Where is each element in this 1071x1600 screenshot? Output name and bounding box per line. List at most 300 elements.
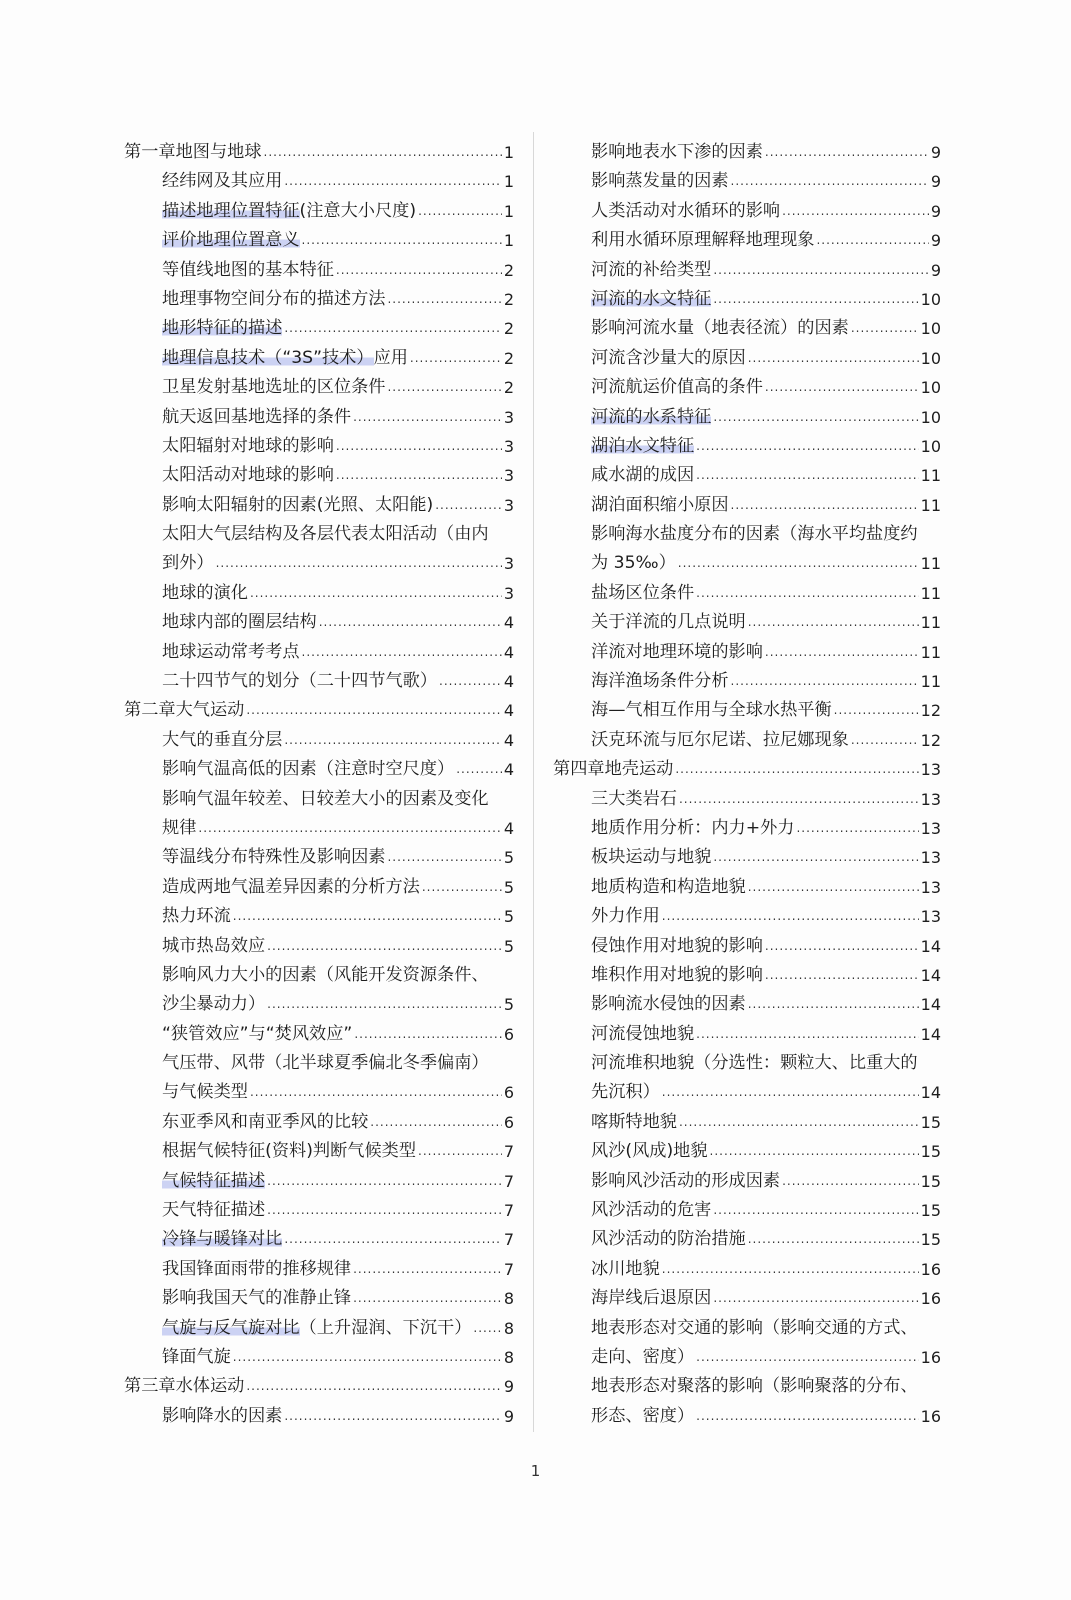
toc-page-number: 4: [503, 760, 514, 780]
highlighted-text: 描述地理位置特征: [162, 200, 300, 221]
dot-leader: [675, 755, 918, 784]
toc-page-number: 16: [920, 1259, 941, 1279]
toc-entry-title: 风沙活动的防治措施: [591, 1229, 746, 1250]
dot-leader: [387, 285, 501, 314]
toc-page-number: 9: [930, 142, 941, 162]
dot-leader: [233, 902, 502, 931]
toc-entry: [553, 1108, 941, 1137]
toc-entry: [553, 1020, 941, 1049]
toc-page-number: 4: [503, 672, 514, 692]
toc-entry: [553, 167, 941, 196]
toc-entry-title: 东亚季风和南亚季风的比较: [162, 1111, 369, 1132]
toc-entry-title: 海洋渔场条件分析: [591, 671, 729, 692]
toc-entry: [124, 1284, 514, 1313]
toc-entry-title: 我国锋面雨带的推移规律: [162, 1258, 352, 1279]
toc-entry: [553, 1284, 941, 1313]
toc-page-number: 2: [503, 319, 514, 339]
toc-entry: [553, 461, 941, 490]
dot-leader: [473, 1314, 501, 1343]
highlighted-text: 气候特征描述: [162, 1170, 266, 1191]
highlighted-text: 湖泊水文特征: [591, 435, 695, 456]
toc-entry: [124, 1402, 514, 1431]
dot-leader: [439, 667, 502, 696]
dot-leader: [696, 1402, 919, 1431]
dot-leader: [246, 1372, 501, 1401]
toc-entry: [124, 990, 514, 1019]
toc-entry: [553, 932, 941, 961]
toc-entry-title: 第一章地图与地球: [124, 141, 262, 162]
highlighted-text: 气旋与反气旋对比: [162, 1317, 300, 1338]
toc-page-number: 15: [920, 1142, 941, 1162]
toc-entry-title: 影响地表水下渗的因素: [591, 141, 763, 162]
toc-entry-title: 河流堆积地貌（分选性：颗粒大、比重大的: [591, 1053, 918, 1074]
toc-entry-title: 堆积作用对地貌的影响: [591, 964, 763, 985]
dot-leader: [713, 256, 928, 285]
dot-leader: [765, 932, 919, 961]
toc-page-number: 3: [503, 466, 514, 486]
toc-entry: [553, 726, 941, 755]
toc-page-number: 3: [503, 583, 514, 603]
toc-page-number: 15: [920, 1201, 941, 1221]
dot-leader: [387, 843, 501, 872]
dot-leader: [679, 1108, 919, 1137]
dot-leader: [748, 344, 919, 373]
toc-entry-title: 先沉积）: [591, 1082, 660, 1103]
toc-entry-title: 河流侵蚀地貌: [591, 1023, 695, 1044]
dot-leader: [435, 491, 502, 520]
toc-entry-line: [553, 520, 941, 549]
toc-page-number: 12: [920, 730, 941, 750]
dot-leader: [422, 873, 502, 902]
toc-entry: [124, 197, 514, 226]
toc-page-number: 7: [503, 1201, 514, 1221]
toc-entry-title: [162, 1167, 265, 1196]
toc-entry-title: 喀斯特地貌: [591, 1111, 677, 1132]
toc-entry: [124, 491, 514, 520]
toc-page-number: 16: [920, 1289, 941, 1309]
toc-entry: [553, 1137, 941, 1166]
toc-entry-title: 风沙活动的危害: [591, 1200, 712, 1221]
dot-leader: [748, 990, 919, 1019]
dot-leader: [233, 1343, 502, 1372]
toc-entry-title: 侵蚀作用对地貌的影响: [591, 935, 763, 956]
dot-leader: [678, 549, 919, 578]
toc-page-number: 8: [503, 1318, 514, 1338]
toc-page-number: 2: [503, 260, 514, 280]
toc-entry: [553, 1255, 941, 1284]
toc-entry-line: [124, 961, 514, 990]
toc-entry-title: 地质作用分析：内力+外力: [591, 817, 795, 838]
toc-entry-title: “狭管效应”与“焚风效应”: [162, 1023, 353, 1044]
dot-leader: [353, 403, 502, 432]
dot-leader: [696, 432, 919, 461]
dot-leader: [696, 1343, 919, 1372]
toc-page-number: 4: [503, 613, 514, 633]
dot-leader: [264, 138, 502, 167]
toc-chapter-heading: [553, 755, 941, 784]
toc-entry: [553, 1167, 941, 1196]
dot-leader: [319, 608, 502, 637]
toc-page-number: 6: [503, 1112, 514, 1132]
toc-entry-title: 影响河流水量（地表径流）的因素: [591, 318, 849, 339]
toc-entry: [124, 432, 514, 461]
toc-entry-title: 等值线地图的基本特征: [162, 259, 334, 280]
toc-page-number: 14: [920, 965, 941, 985]
toc-entry-title: 影响流水侵蚀的因素: [591, 994, 746, 1015]
dot-leader: [284, 1402, 501, 1431]
toc-entry: [124, 1314, 514, 1343]
dot-leader: [662, 902, 919, 931]
dot-leader: [851, 314, 919, 343]
dot-leader: [456, 755, 502, 784]
toc-entry: [553, 226, 941, 255]
toc-entry: [124, 314, 514, 343]
toc-page-number: 8: [503, 1348, 514, 1367]
toc-entry: [124, 226, 514, 255]
toc-entry: [124, 461, 514, 490]
toc-entry-suffix: (注意大小尺度): [299, 200, 417, 221]
dot-leader: [796, 814, 918, 843]
toc-entry-title: 湖泊面积缩小原因: [591, 494, 729, 515]
toc-entry-title: 造成两地气温差异因素的分析方法: [162, 876, 420, 897]
toc-page-number: 1: [503, 142, 514, 162]
toc-page-number: 12: [920, 701, 941, 721]
toc-entry-title: 太阳辐射对地球的影响: [162, 435, 334, 456]
dot-leader: [765, 138, 929, 167]
toc-entry-title: [162, 197, 416, 226]
toc-entry: [553, 1402, 941, 1431]
dot-leader: [302, 638, 502, 667]
toc-entry: [553, 608, 941, 637]
toc-entry-title: 影响风力大小的因素（风能开发资源条件、: [162, 964, 489, 985]
toc-entry-title: [591, 432, 694, 461]
dot-leader: [731, 167, 929, 196]
toc-entry-title: 影响气温年较差、日较差大小的因素及变化: [162, 788, 489, 809]
toc-entry-title: 咸水湖的成因: [591, 465, 695, 486]
dot-leader: [713, 843, 918, 872]
toc-entry: [124, 1020, 514, 1049]
dot-leader: [250, 579, 502, 608]
toc-entry-title: 为 35‰）: [591, 553, 676, 574]
toc-entry: [124, 285, 514, 314]
toc-page-number: 11: [920, 583, 941, 603]
toc-page-number: 9: [503, 1406, 514, 1426]
toc-entry: [124, 814, 514, 843]
toc-entry: [553, 1079, 941, 1108]
toc-page-number: 10: [920, 348, 941, 368]
toc-entry-title: 影响海水盐度分布的因素（海水平均盐度约: [591, 524, 918, 545]
toc-entry-title: 盐场区位条件: [591, 582, 695, 603]
toc-entry: [124, 755, 514, 784]
dot-leader: [284, 1225, 501, 1254]
toc-entry: [553, 138, 941, 167]
toc-right-column: [553, 138, 941, 1431]
dot-leader: [267, 1196, 502, 1225]
toc-page-number: 9: [930, 260, 941, 280]
toc-entry: [553, 491, 941, 520]
toc-page-number: 14: [920, 1024, 941, 1044]
toc-page-number: 9: [930, 172, 941, 192]
dot-leader: [216, 549, 502, 578]
toc-entry: [124, 667, 514, 696]
toc-page-number: 5: [503, 907, 514, 927]
dot-leader: [748, 873, 919, 902]
dot-leader: [250, 1078, 502, 1107]
toc-entry-title: 等温线分布特殊性及影响因素: [162, 847, 386, 868]
toc-page-number: 10: [920, 436, 941, 456]
toc-entry: [124, 638, 514, 667]
dot-leader: [731, 667, 919, 696]
dot-leader: [354, 1020, 502, 1049]
dot-leader: [765, 373, 919, 402]
toc-page-number: 14: [920, 995, 941, 1015]
dot-leader: [198, 814, 501, 843]
dot-leader: [662, 1078, 919, 1107]
dot-leader: [267, 990, 502, 1019]
highlighted-text: 河流的水文特征: [591, 288, 712, 309]
toc-entry: [553, 696, 941, 725]
toc-entry: [124, 1137, 514, 1166]
toc-entry: [553, 256, 941, 285]
toc-chapter-heading: [124, 138, 514, 167]
toc-entry-title: 地球运动常考考点: [162, 641, 300, 662]
dot-leader: [336, 432, 502, 461]
toc-entry: [553, 1225, 941, 1254]
toc-page-number: 13: [920, 760, 941, 780]
dot-leader: [336, 461, 502, 490]
dot-leader: [662, 1255, 919, 1284]
toc-entry-title: [162, 314, 282, 343]
dot-leader: [302, 226, 502, 255]
toc-entry-title: 经纬网及其应用: [162, 171, 283, 192]
toc-entry-title: 地质构造和构造地貌: [591, 876, 746, 897]
toc-page-number: 7: [503, 1142, 514, 1162]
toc-page-number: 3: [503, 554, 514, 574]
toc-entry: [124, 1255, 514, 1284]
toc-page-number: 10: [920, 407, 941, 427]
toc-entry-title: 热力环流: [162, 906, 231, 927]
toc-entry-title: 沙尘暴动力）: [162, 994, 266, 1015]
toc-entry-title: 河流的补给类型: [591, 259, 712, 280]
toc-entry: [553, 344, 941, 373]
toc-left-column: [124, 138, 514, 1431]
toc-entry: [124, 608, 514, 637]
dot-leader: [816, 226, 928, 255]
toc-entry: [124, 256, 514, 285]
dot-leader: [370, 1108, 502, 1137]
toc-entry-title: 太阳大气层结构及各层代表太阳活动（由内: [162, 524, 489, 545]
toc-entry-title: 地球内部的圈层结构: [162, 612, 317, 633]
toc-entry: [124, 1079, 514, 1108]
toc-entry-suffix: 应用: [373, 347, 408, 368]
toc-entry-line: [124, 520, 514, 549]
toc-entry-title: 天气特征描述: [162, 1200, 266, 1221]
toc-entry-title: 影响我国天气的准静止锋: [162, 1288, 352, 1309]
toc-page-number: 2: [503, 378, 514, 398]
toc-page-number: 7: [503, 1259, 514, 1279]
highlighted-text: 地形特征的描述: [162, 318, 283, 339]
toc-entry: [124, 1167, 514, 1196]
dot-leader: [765, 638, 919, 667]
dot-leader: [284, 167, 501, 196]
dot-leader: [782, 1167, 919, 1196]
toc-entry-title: 气压带、风带（北半球夏季偏北冬季偏南）: [162, 1053, 489, 1074]
toc-page-number: 15: [920, 1230, 941, 1250]
toc-page-number: 11: [920, 554, 941, 574]
toc-entry-title: [162, 226, 300, 255]
toc-entry: [553, 814, 941, 843]
dot-leader: [410, 344, 502, 373]
toc-entry-title: 外力作用: [591, 906, 660, 927]
toc-entry-title: [162, 344, 408, 373]
toc-entry-title: 地表形态对聚落的影响（影响聚落的分布、: [591, 1376, 918, 1397]
toc-page-number: 5: [503, 936, 514, 956]
toc-entry: [553, 314, 941, 343]
toc-entry-title: 影响蒸发量的因素: [591, 171, 729, 192]
toc-entry: [124, 1196, 514, 1225]
toc-entry: [553, 667, 941, 696]
toc-entry: [553, 902, 941, 931]
dot-leader: [782, 197, 929, 226]
toc-page-number: 10: [920, 378, 941, 398]
toc-entry-title: [162, 1314, 471, 1343]
toc-entry-title: 利用水循环原理解释地理现象: [591, 230, 815, 251]
toc-page-number: 9: [503, 1377, 514, 1397]
toc-page-number: 15: [920, 1171, 941, 1191]
dot-leader: [246, 696, 501, 725]
dot-leader: [696, 461, 919, 490]
toc-entry: [553, 990, 941, 1019]
page-number: 1: [530, 1462, 541, 1480]
toc-page-number: 6: [503, 1083, 514, 1103]
toc-entry-title: 地球的演化: [162, 582, 248, 603]
toc-page-number: 4: [503, 642, 514, 662]
toc-entry-title: 根据气候特征(资料)判断气候类型: [162, 1141, 417, 1162]
toc-page-number: 1: [503, 172, 514, 192]
toc-chapter-heading: [124, 696, 514, 725]
highlighted-text: 冷锋与暖锋对比: [162, 1229, 283, 1250]
toc-entry: [124, 902, 514, 931]
toc-entry-title: 影响太阳辐射的因素(光照、太阳能): [162, 494, 434, 515]
dot-leader: [353, 1255, 502, 1284]
toc-entry-title: 卫星发射基地选址的区位条件: [162, 377, 386, 398]
toc-entry-line: [553, 1049, 941, 1078]
toc-entry: [553, 1343, 941, 1372]
dot-leader: [284, 314, 501, 343]
dot-leader: [336, 256, 502, 285]
toc-entry-title: 关于洋流的几点说明: [591, 612, 746, 633]
dot-leader: [713, 1284, 918, 1313]
dot-leader: [713, 403, 918, 432]
column-divider: [533, 132, 534, 1432]
toc-entry-title: 形态、密度）: [591, 1405, 695, 1426]
toc-entry: [124, 1343, 514, 1372]
toc-entry: [124, 726, 514, 755]
toc-entry-title: 三大类岩石: [591, 788, 677, 809]
toc-entry: [553, 961, 941, 990]
toc-page-number: 4: [503, 818, 514, 838]
dot-leader: [748, 608, 919, 637]
toc-page-number: 10: [920, 319, 941, 339]
toc-entry-line: [124, 1049, 514, 1078]
toc-page-number: 1: [503, 231, 514, 251]
dot-leader: [748, 1225, 919, 1254]
toc-entry-title: 洋流对地理环境的影响: [591, 641, 763, 662]
toc-page-number: 2: [503, 348, 514, 368]
dot-leader: [284, 726, 501, 755]
toc-page-number: 6: [503, 1024, 514, 1044]
toc-entry-title: 大气的垂直分层: [162, 729, 283, 750]
toc-entry: [124, 373, 514, 402]
toc-entry-title: 走向、密度）: [591, 1347, 695, 1367]
toc-entry-title: 风沙(风成)地貌: [591, 1141, 708, 1162]
toc-entry-title: 锋面气旋: [162, 1347, 231, 1367]
toc-entry-title: 航天返回基地选择的条件: [162, 406, 352, 427]
dot-leader: [267, 932, 502, 961]
toc-entry-title: 人类活动对水循环的影响: [591, 200, 781, 221]
toc-page-number: 4: [503, 730, 514, 750]
dot-leader: [696, 1020, 919, 1049]
toc-page-number: 9: [930, 201, 941, 221]
toc-page-number: 1: [503, 201, 514, 221]
toc-entry-title: 板块运动与地貌: [591, 847, 712, 868]
toc-entry: [124, 1225, 514, 1254]
toc-entry: [124, 549, 514, 578]
toc-entry: [553, 638, 941, 667]
toc-entry: [553, 785, 941, 814]
toc-page-number: 11: [920, 613, 941, 633]
toc-entry: [553, 843, 941, 872]
toc-entry-title: 到外）: [162, 553, 214, 574]
toc-page-number: 13: [920, 877, 941, 897]
toc-entry: [124, 344, 514, 373]
toc-page-number: 14: [920, 1083, 941, 1103]
toc-entry: [553, 403, 941, 432]
toc-entry-title: 第三章水体运动: [124, 1376, 245, 1397]
toc-entry-title: 第二章大气运动: [124, 700, 245, 721]
toc-entry-title: [591, 285, 711, 314]
toc-entry-title: 地理事物空间分布的描述方法: [162, 288, 386, 309]
toc-page-number: 16: [920, 1348, 941, 1367]
toc-page-number: 15: [920, 1112, 941, 1132]
toc-entry-title: 二十四节气的划分（二十四节气歌）: [162, 671, 438, 692]
toc-entry-title: 影响气温高低的因素（注意时空尺度）: [162, 759, 455, 780]
dot-leader: [353, 1284, 502, 1313]
toc-entry: [553, 873, 941, 902]
dot-leader: [387, 373, 501, 402]
toc-entry-title: 河流含沙量大的原因: [591, 347, 746, 368]
dot-leader: [851, 726, 919, 755]
toc-page-number: 11: [920, 495, 941, 515]
dot-leader: [834, 696, 919, 725]
toc-page-number: 11: [920, 642, 941, 662]
toc-entry-title: 海岸线后退原因: [591, 1288, 712, 1309]
toc-entry-title: 影响降水的因素: [162, 1405, 283, 1426]
toc-page-number: 4: [503, 701, 514, 721]
dot-leader: [679, 785, 919, 814]
highlighted-text: 地理信息技术（“3S”技术）: [162, 347, 374, 368]
toc-entry-line: [553, 1314, 941, 1343]
dot-leader: [731, 491, 919, 520]
toc-entry-line: [124, 785, 514, 814]
toc-page-number: 10: [920, 289, 941, 309]
toc-page-number: 3: [503, 495, 514, 515]
toc-page-number: 3: [503, 436, 514, 456]
toc-page-number: 11: [920, 466, 941, 486]
toc-page-number: 8: [503, 1289, 514, 1309]
dot-leader: [267, 1167, 502, 1196]
toc-page-number: 7: [503, 1171, 514, 1191]
